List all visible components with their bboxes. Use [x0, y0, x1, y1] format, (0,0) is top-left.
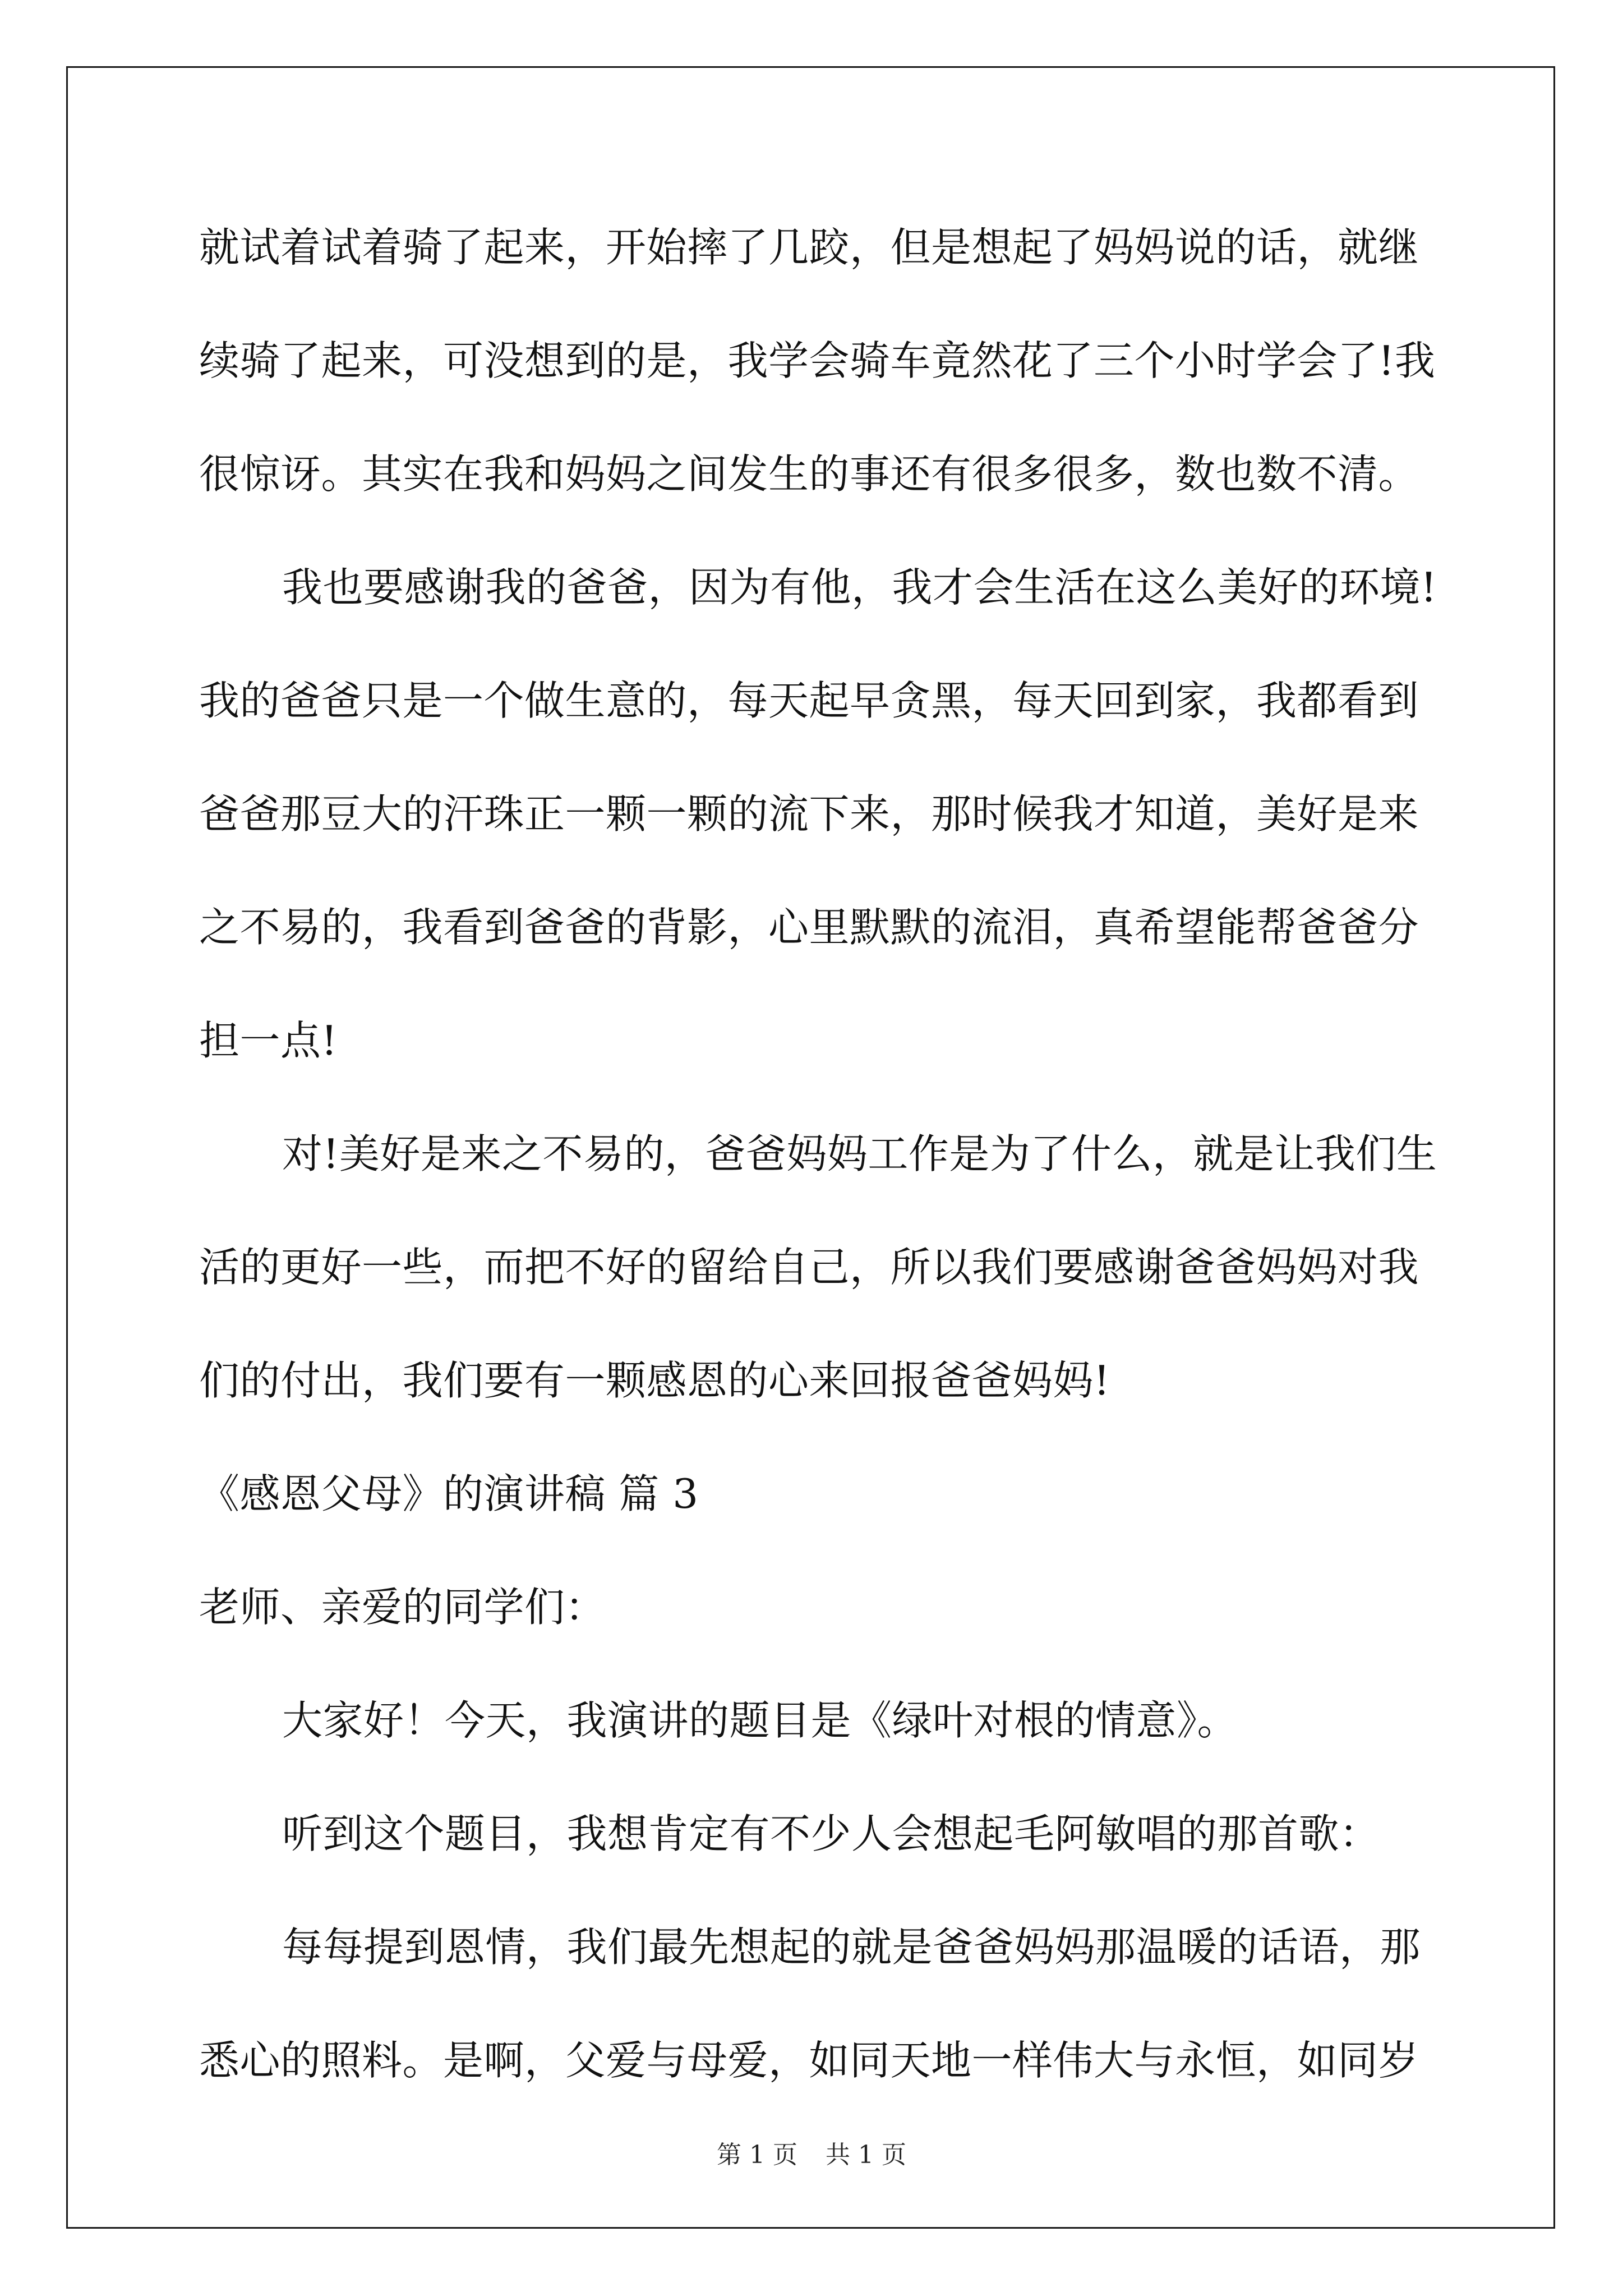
text-line-10: 活的更好一些，而把不好的留给自己，所以我们要感谢爸爸妈妈对我 — [199, 1244, 1419, 1291]
page-footer — [0, 2134, 1623, 2170]
text-line-4: 我也要感谢我的爸爸，因为有他，我才会生活在这么美好的环境! — [282, 564, 1437, 611]
page-number: 第 1 页 — [717, 2141, 797, 2169]
text-line-8: 担一点! — [199, 1017, 338, 1064]
text-line-5: 我的爸爸只是一个做生意的，每天起早贪黑，每天回到家，我都看到 — [199, 677, 1419, 724]
text-line-6: 爸爸那豆大的汗珠正一颗一颗的流下来，那时候我才知道，美好是来 — [199, 790, 1419, 838]
text-line-14: 大家好！今天，我演讲的题目是《绿叶对根的情意》。 — [282, 1697, 1238, 1744]
section-heading: 《感恩父母》的演讲稿 篇 3 — [199, 1470, 699, 1517]
document-body — [199, 216, 1437, 2142]
page-total: 共 1 页 — [826, 2141, 906, 2169]
text-line-16: 每每提到恩情，我们最先想起的就是爸爸妈妈那温暖的话语，那 — [282, 1924, 1421, 1971]
text-line-7: 之不易的，我看到爸爸的背影，心里默默的流泪，真希望能帮爸爸分 — [199, 904, 1419, 951]
text-line-15: 听到这个题目，我想肯定有不少人会想起毛阿敏唱的那首歌： — [282, 1810, 1380, 1857]
text-line-2: 续骑了起来，可没想到的是，我学会骑车竟然花了三个小时学会了!我 — [199, 337, 1436, 384]
text-line-11: 们的付出，我们要有一颗感恩的心来回报爸爸妈妈! — [199, 1357, 1110, 1404]
text-line-9: 对!美好是来之不易的，爸爸妈妈工作是为了什么，就是让我们生 — [282, 1130, 1437, 1177]
text-line-17: 悉心的照料。是啊，父爱与母爱，如同天地一样伟大与永恒，如同岁 — [199, 2037, 1419, 2084]
text-line-1: 就试着试着骑了起来，开始摔了几跤，但是想起了妈妈说的话，就继 — [199, 224, 1419, 271]
text-line-3: 很惊讶。其实在我和妈妈之间发生的事还有很多很多，数也数不清。 — [199, 450, 1419, 498]
salutation: 老师、亲爱的同学们： — [199, 1584, 606, 1631]
